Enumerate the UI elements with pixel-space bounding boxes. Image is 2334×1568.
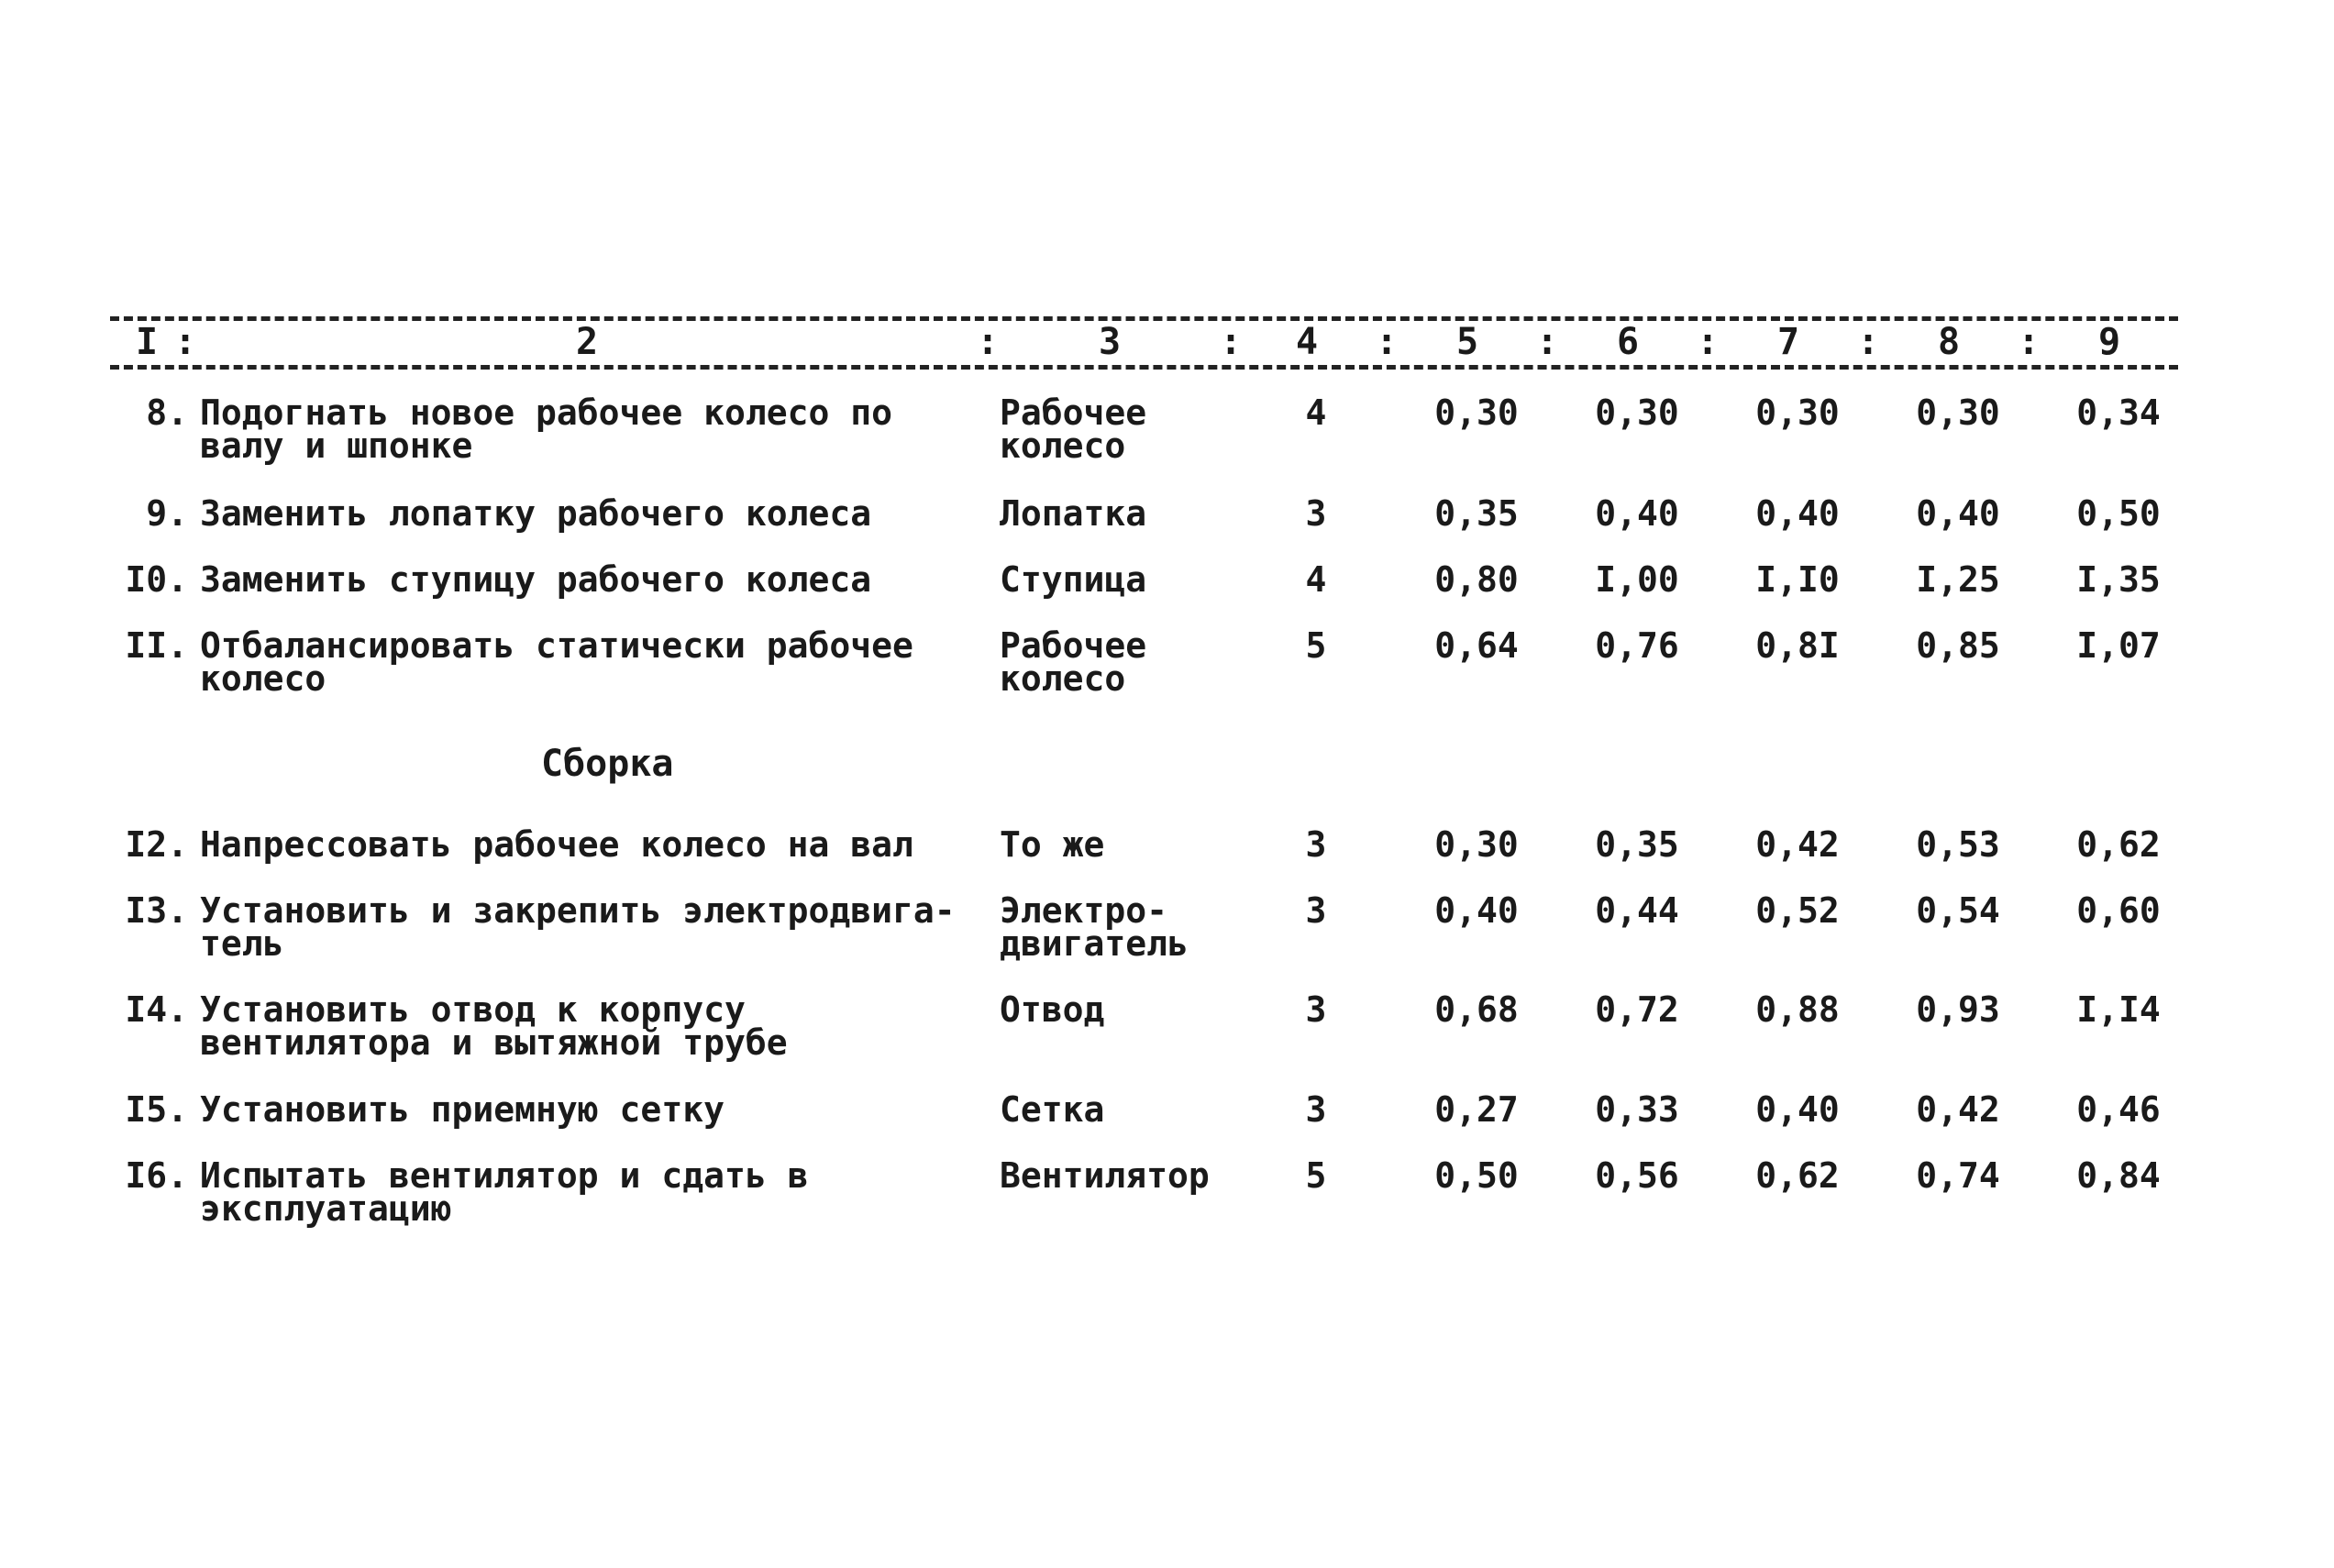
grade-value: 4	[1305, 392, 1327, 433]
norm-value: I,07	[2076, 625, 2161, 666]
object-name: Ступица	[1000, 559, 1147, 600]
norm-value: I,I4	[2076, 989, 2161, 1030]
norm-value: I,00	[1595, 559, 1679, 600]
norm-value: 0,40	[1595, 493, 1679, 534]
norm-value: I,35	[2076, 559, 2161, 600]
norm-value: 0,60	[2076, 890, 2161, 931]
norm-value: 0,85	[1916, 625, 2000, 666]
norm-value: 0,40	[1755, 1089, 1840, 1130]
norm-value: 0,30	[1755, 392, 1840, 433]
object-name: Лопатка	[1000, 493, 1147, 534]
norm-value: 0,30	[1595, 392, 1679, 433]
norm-value: 0,52	[1755, 890, 1840, 931]
norm-value: 0,46	[2076, 1089, 2161, 1130]
row-number: 8.	[146, 392, 188, 433]
norm-value: 0,62	[1755, 1155, 1840, 1196]
col-header-2: 2	[575, 321, 599, 363]
row-number: I5.	[125, 1089, 188, 1130]
norm-value: 0,35	[1434, 493, 1519, 534]
norm-value: 0,44	[1595, 890, 1679, 931]
grade-value: 5	[1305, 625, 1327, 666]
col-separator: :	[1697, 321, 1720, 363]
col-header-3: 3	[1098, 321, 1122, 363]
norm-value: 0,84	[2076, 1155, 2161, 1196]
grade-value: 3	[1305, 989, 1327, 1030]
grade-value: 5	[1305, 1155, 1327, 1196]
row-number: II.	[125, 625, 188, 666]
object-name: Отвод	[1000, 989, 1105, 1030]
norm-value: 0,80	[1434, 559, 1519, 600]
norm-value: 0,50	[1434, 1155, 1519, 1196]
row-number: I0.	[125, 559, 188, 600]
col-separator: :	[174, 321, 197, 363]
operation-description: Испытать вентилятор и сдать в эксплуатацию	[200, 1155, 809, 1229]
operation-description: Отбалансировать статически рабочее колесо	[200, 625, 913, 699]
norm-value: 0,30	[1916, 392, 2000, 433]
grade-value: 3	[1305, 890, 1327, 931]
norm-value: 0,62	[2076, 824, 2161, 865]
grade-value: 3	[1305, 824, 1327, 865]
operation-description: Заменить ступицу рабочего колеса	[200, 559, 872, 600]
col-header-1: I	[135, 321, 159, 363]
object-name: То же	[1000, 824, 1105, 865]
object-name: Рабочее колесо	[1000, 392, 1147, 466]
norm-value: 0,42	[1916, 1089, 2000, 1130]
operation-description: Установить и закрепить электродвига-тель	[200, 890, 956, 964]
norm-value: 0,30	[1434, 392, 1519, 433]
norm-value: 0,8I	[1755, 625, 1840, 666]
norm-value: 0,56	[1595, 1155, 1679, 1196]
col-separator: :	[1220, 321, 1243, 363]
norm-value: 0,30	[1434, 824, 1519, 865]
col-header-8: 8	[1937, 321, 1961, 363]
col-separator: :	[977, 321, 1000, 363]
grade-value: 3	[1305, 493, 1327, 534]
norm-value: I,25	[1916, 559, 2000, 600]
col-header-5: 5	[1455, 321, 1479, 363]
norm-value: 0,76	[1595, 625, 1679, 666]
grade-value: 4	[1305, 559, 1327, 600]
norm-value: I,I0	[1755, 559, 1840, 600]
row-number: I3.	[125, 890, 188, 931]
row-number: I6.	[125, 1155, 188, 1196]
section-title: Сборка	[541, 743, 674, 785]
norm-value: 0,68	[1434, 989, 1519, 1030]
norm-value: 0,72	[1595, 989, 1679, 1030]
norm-value: 0,27	[1434, 1089, 1519, 1130]
norm-value: 0,74	[1916, 1155, 2000, 1196]
col-separator: :	[1376, 321, 1399, 363]
norm-value: 0,64	[1434, 625, 1519, 666]
norm-value: 0,93	[1916, 989, 2000, 1030]
norm-value: 0,33	[1595, 1089, 1679, 1130]
row-number: 9.	[146, 493, 188, 534]
norm-value: 0,53	[1916, 824, 2000, 865]
norm-value: 0,42	[1755, 824, 1840, 865]
col-header-6: 6	[1616, 321, 1640, 363]
norm-value: 0,40	[1434, 890, 1519, 931]
norm-value: 0,88	[1755, 989, 1840, 1030]
col-separator: :	[1536, 321, 1559, 363]
object-name: Вентилятор	[1000, 1155, 1210, 1196]
norm-value: 0,50	[2076, 493, 2161, 534]
operation-description: Установить приемную сетку	[200, 1089, 725, 1130]
col-separator: :	[2018, 321, 2041, 363]
operation-description: Напрессовать рабочее колесо на вал	[200, 824, 913, 865]
col-header-7: 7	[1776, 321, 1800, 363]
object-name: Рабочее колесо	[1000, 625, 1147, 699]
norm-value: 0,40	[1755, 493, 1840, 534]
header-bottom-rule	[110, 365, 2178, 370]
operation-description: Установить отвод к корпусу вентилятора и вытяжной трубе	[200, 989, 788, 1063]
norm-value: 0,34	[2076, 392, 2161, 433]
operation-description: Заменить лопатку рабочего колеса	[200, 493, 872, 534]
norm-value: 0,40	[1916, 493, 2000, 534]
norm-value: 0,54	[1916, 890, 2000, 931]
object-name: Электро-двигатель	[1000, 890, 1189, 964]
row-number: I4.	[125, 989, 188, 1030]
norm-value: 0,35	[1595, 824, 1679, 865]
col-header-4: 4	[1295, 321, 1319, 363]
col-separator: :	[1857, 321, 1880, 363]
grade-value: 3	[1305, 1089, 1327, 1130]
col-header-9: 9	[2097, 321, 2121, 363]
operation-description: Подогнать новое рабочее колесо по валу и шпонке	[200, 392, 892, 466]
row-number: I2.	[125, 824, 188, 865]
object-name: Сетка	[1000, 1089, 1105, 1130]
